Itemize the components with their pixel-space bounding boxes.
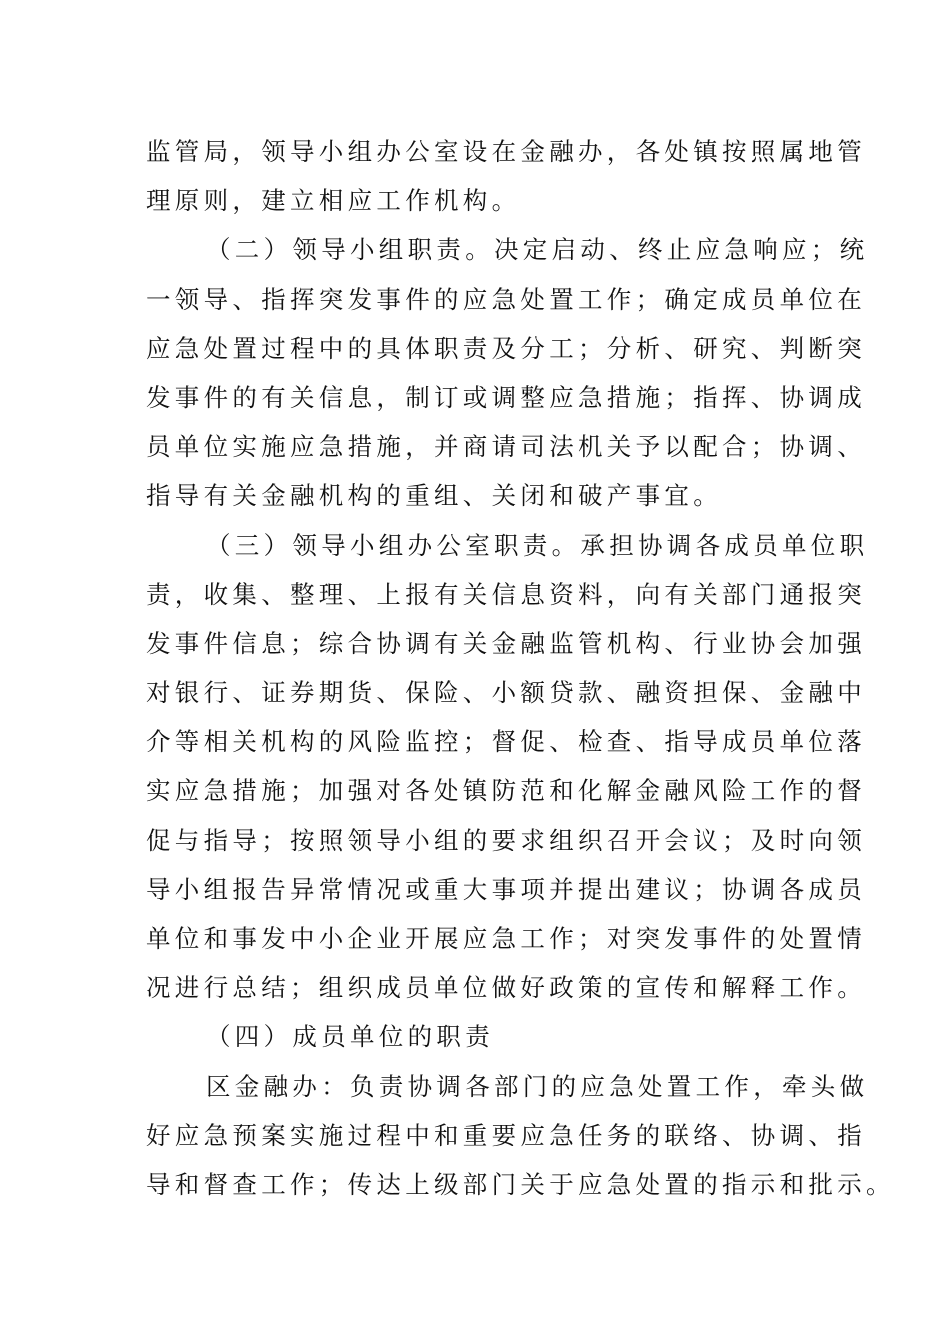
text-line: 员单位实施应急措施，并商请司法机关予以配合；协调、 [146, 432, 866, 462]
text-line: 应急处置过程中的具体职责及分工；分析、研究、判断突 [146, 333, 866, 363]
section-heading-line: （二）领导小组职责。决定启动、终止应急响应；统 [206, 235, 869, 265]
text-line: 导小组报告异常情况或重大事项并提出建议；协调各成员 [146, 874, 866, 904]
section-heading-line: （四）成员单位的职责 [206, 1022, 494, 1052]
paragraph-start-line: 区金融办：负责协调各部门的应急处置工作，牵头做 [206, 1071, 869, 1101]
document-body [146, 127, 895, 1209]
text-line: 况进行总结；组织成员单位做好政策的宣传和解释工作。 [146, 973, 866, 1003]
text-line: 好应急预案实施过程中和重要应急任务的联络、协调、指 [146, 1120, 866, 1150]
text-line: 实应急措施；加强对各处镇防范和化解金融风险工作的督 [146, 776, 866, 806]
text-line: 促与指导；按照领导小组的要求组织召开会议；及时向领 [146, 825, 866, 855]
text-line: 监管局，领导小组办公室设在金融办，各处镇按照属地管 [146, 137, 866, 166]
text-line: 责，收集、整理、上报有关信息资料，向有关部门通报突 [146, 579, 866, 609]
text-line: 导和督查工作；传达上级部门关于应急处置的指示和批示。 [146, 1169, 895, 1199]
text-line: 对银行、证券期货、保险、小额贷款、融资担保、金融中 [146, 678, 866, 708]
text-line: 介等相关机构的风险监控；督促、检查、指导成员单位落 [146, 727, 866, 757]
text-line: 指导有关金融机构的重组、关闭和破产事宜。 [146, 481, 722, 511]
text-line: 单位和事发中小企业开展应急工作；对突发事件的处置情 [146, 924, 866, 953]
section-heading-line: （三）领导小组办公室职责。承担协调各成员单位职 [206, 530, 869, 560]
text-line: 发事件的有关信息，制订或调整应急措施；指挥、协调成 [146, 382, 866, 412]
text-line: 发事件信息；综合协调有关金融监管机构、行业协会加强 [146, 628, 866, 658]
text-line: 理原则，建立相应工作机构。 [146, 186, 521, 216]
text-line: 一领导、指挥突发事件的应急处置工作；确定成员单位在 [146, 284, 866, 314]
